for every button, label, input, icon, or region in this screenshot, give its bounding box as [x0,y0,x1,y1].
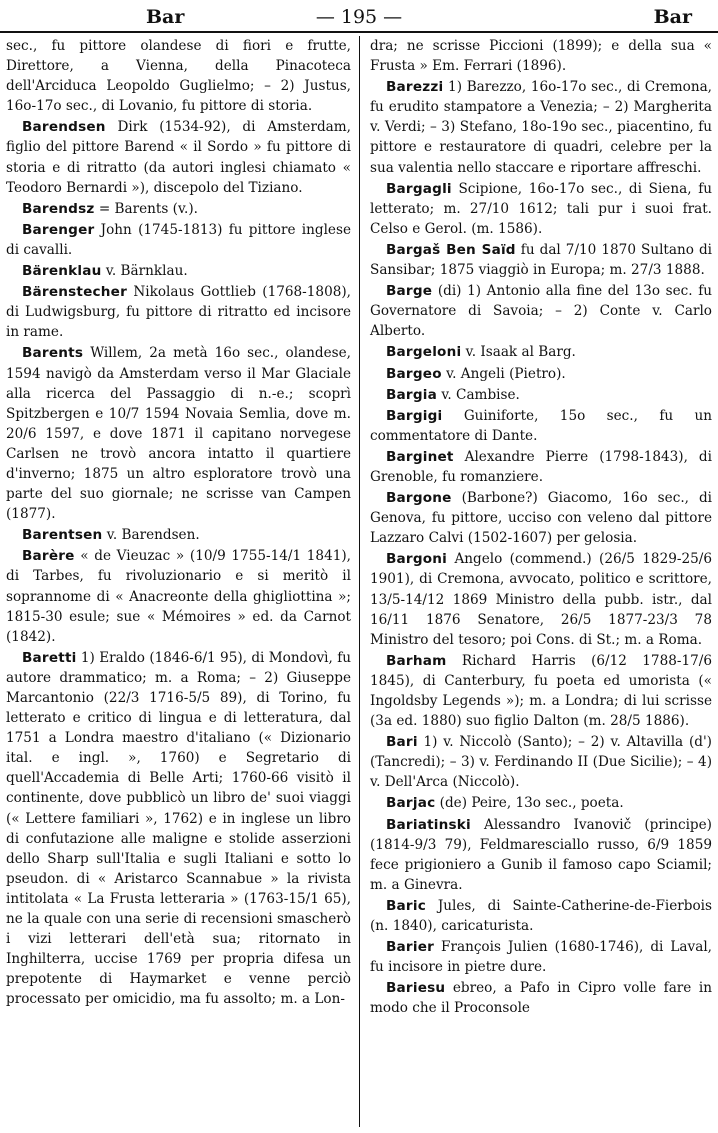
dictionary-entry [6,282,351,342]
dictionary-entry [370,342,712,362]
dictionary-entry [6,343,351,524]
entry-headword: Bargone [386,490,452,507]
entry-text: Richard Harris (6/12 1788-17/6 1845), di Canterbury, fu poeta ed umorista (« Ingoldsby Legends »); m. a Londra; di lui scrisse (3a ed. 1880) suo figlio Dalton (m. 28/5 1886). [370,652,713,730]
entry-text: Guiniforte, 15o sec., fu un commentatore di Dante. [370,407,712,444]
dictionary-entry [370,549,712,649]
entry-text: dra; ne scrisse Piccioni (1899); e della sua « Frusta » Em. Ferrari (1896). [370,38,712,75]
entry-headword: Bargia [386,386,438,403]
dictionary-entry [370,406,712,446]
columns [4,36,714,1127]
left-column [4,36,359,1127]
dictionary-entry [370,447,712,487]
entry-headword: Bargaš Ben Saïd [386,241,516,258]
entry-headword: Barier [386,939,435,956]
dictionary-entry [370,793,712,813]
entry-text: v. Cambise. [441,386,520,403]
dictionary-entry [6,199,351,219]
entry-headword: Barentsen [22,527,103,544]
dictionary-entry [370,651,712,731]
entry-headword: Barjac [386,795,436,812]
dictionary-entry [370,815,712,895]
entry-headword: Barham [386,652,447,669]
entry-headword: Bärenklau [22,263,102,280]
entry-headword: Bargeloni [386,344,462,361]
dictionary-entry [370,488,712,548]
right-column [359,36,714,1127]
dictionary-entry [370,385,712,405]
entry-text: ebreo, a Pafo in Cipro volle fare in modo che il Proconsole [370,980,712,1017]
header-rule [0,31,718,33]
entry-headword: Barère [22,548,75,565]
dictionary-entry [370,937,712,977]
entry-text: Dirk (1534-92), di Amsterdam, figlio del pittore Barend « il Sordo » fu pittore di storia e di ritratto (da autori inglesi chiamato « Teodoro Bernardi »), discepolo del Tiziano. [6,119,351,196]
entry-headword: Bargigi [386,407,443,424]
header-right-word: Bar [653,6,692,28]
entry-text: Jules, di Sainte-Catherine-de-Fierbois (n. 1840), caricaturista. [370,897,712,935]
page-header [0,0,718,34]
dictionary-entry [370,240,712,280]
entry-headword: Bariesu [386,980,446,997]
entry-headword: Barents [22,345,84,362]
dictionary-entry [6,648,351,1010]
dictionary-entry [370,281,712,341]
entry-headword: Bargagli [386,180,452,197]
entry-text: (di) 1) Antonio alla fine del 13o sec. fu Governatore di Savoia; – 2) Conte v. Carlo Alberto. [370,283,712,340]
dictionary-entry [370,732,712,792]
entry-text: 1) v. Niccolò (Santo); – 2) v. Altavilla (d') (Tancredi); – 3) v. Ferdinando II (Due Sicilie); – 4) v. Dell'Arca (Niccolò). [370,734,712,791]
dictionary-entry [370,364,712,384]
entry-text: v. Angeli (Pietro). [446,365,566,382]
entry-text: (Barbone?) Giacomo, 16o sec., di Genova, fu pittore, ucciso con veleno dal pittore Lazzaro Calvi (1502-1607) per gelosia. [370,490,712,547]
dictionary-entry [6,220,351,260]
entry-headword: Baric [386,897,426,914]
entry-text: v. Bärnklau. [105,263,188,280]
entry-text: (de) Peire, 13o sec., poeta. [439,795,624,812]
entry-text: v. Barendsen. [106,527,200,544]
entry-headword: Barendsz [22,200,95,217]
entry-text: Nikolaus Gottlieb (1768-1808), di Ludwigsburg, fu pittore di ritratto ed incisore in rame. [6,284,351,341]
entry-text: v. Isaak al Barg. [465,344,576,361]
entry-headword: Bari [386,734,418,751]
entry-text: Alessandro Ivanovič (principe) (1814-9/3 79), Feldmaresciallo russo, 6/9 1859 fece prigioniero a Gunib il famoso capo Sciamil; m. a Ginevra. [370,816,712,893]
entry-text: « de Vieuzac » (10/9 1755-14/1 1841), di Tarbes, fu rivoluzionario e si meritò il soprannome di « Anacreonte della ghigliottina »; 1815-30 esule; sue « Mémoires » ed. da Carnot (1842). [6,548,351,645]
header-left-word: Bar [146,6,185,28]
dictionary-entry [6,525,351,545]
entry-text: Willem, 2a metà 16o sec., olandese, 1594 navigò da Amsterdam verso il Mar Glaciale alla ricerca del Passaggio di n.-e.; scoprì Spitzbergen e 10/7 1594 Novaia Semlia, dove m. 20/6 1597, e dove 1871 il capitano norvegese Carlsen ne trovò ancora intatto il quartiere d'inverno; 1875 un altro esploratore trovò una parte del suo giornale; ne scrisse van Campen (1877). [6,345,351,523]
dictionary-entry [370,179,712,239]
entry-text: François Julien (1680-1746), di Laval, fu incisore in pietre dure. [370,939,712,976]
dictionary-entry [6,546,351,646]
entry-text: Alexandre Pierre (1798-1843), di Grenoble, fu romanziere. [370,448,712,485]
dictionary-entry [6,36,351,116]
entry-text: 1) Eraldo (1846-6/1 95), di Mondovì, fu autore drammatico; m. a Roma; – 2) Giuseppe Marcantonio (22/3 1716-5/5 89), di Torino, fu letterato e critico di lingua e di letteratura, dal 1751 a Londra maestro d'italiano (« Dizionario ital. e ingl. », 1760) e Segretario di quell'Accademia di Belle Arti; 1760-66 visitò il continente, dove pubblicò un libro de' suoi viaggi (« Lettere familiari », 1762) e in inglese un libro di confutazione alle maligne e stolide asserzioni dello Sharp sull'Italia e sugli Italiani e sotto lo pseudon. di « Aristarco Scannabue » la rivista intitolata « La Frusta letteraria » (1763-15/1 65), ne la quale con una serie di recensioni smascherò i vizi letterari dell'età sua; ritornato in Inghilterra, uccise 1769 per propria difesa un prepotente di Haymarket e venne perciò processato per omicidio, ma fu assolto; m. a Lon- [6,649,352,1008]
entry-headword: Barezzi [386,79,444,96]
entry-headword: Bariatinski [386,816,471,833]
dictionary-entry [370,978,712,1018]
page-number: — 195 — [315,6,403,28]
entry-text: = Barents (v.). [98,200,198,217]
entry-headword: Baretti [22,649,77,666]
dictionary-entry [370,896,712,936]
entry-headword: Barginet [386,448,454,465]
dictionary-entry [6,117,351,197]
entry-text: sec., fu pittore olandese di fiori e frutte, Direttore, a Vienna, della Pinacoteca dell'Arciduca Leopoldo Guglielmo; – 2) Justus, 16o-17o sec., di Lovanio, fu pittore di storia. [6,38,351,115]
entry-text: Scipione, 16o-17o sec., di Siena, fu letterato; m. 27/10 1612; tali pur i suoi frat. Celso e Gerol. (m. 1586). [370,180,712,237]
dictionary-entry [370,36,712,76]
entry-headword: Bargeo [386,365,442,382]
entry-headword: Barge [386,283,433,300]
entry-text: 1) Barezzo, 16o-17o sec., di Cremona, fu erudito stampatore a Venezia; – 2) Margherita v. Verdi; – 3) Stefano, 18o-19o sec., piacentino, fu pittore e restauratore di quadri, celebre per la sua valentia nello staccare e riportare affreschi. [370,79,713,176]
dictionary-entry [6,261,351,281]
entry-text: Angelo (commend.) (26/5 1829-25/6 1901), di Cremona, avvocato, politico e scrittore, 13/5-14/12 1869 Ministro della pubb. istr., dal 16/11 1876 Senatore, 26/5 1877-23/3 78 Ministro del tesoro; poi Cons. di St.; m. a Roma. [370,551,712,648]
entry-headword: Bärenstecher [22,284,128,301]
dictionary-entry [370,77,712,177]
entry-headword: Barendsen [22,119,106,136]
entry-text: fu dal 7/10 1870 Sultano di Sansibar; 1875 viaggiò in Europa; m. 27/3 1888. [370,241,713,279]
entry-headword: Barenger [22,221,95,238]
entry-headword: Bargoni [386,551,448,568]
entry-text: John (1745-1813) fu pittore inglese di cavalli. [6,221,351,258]
